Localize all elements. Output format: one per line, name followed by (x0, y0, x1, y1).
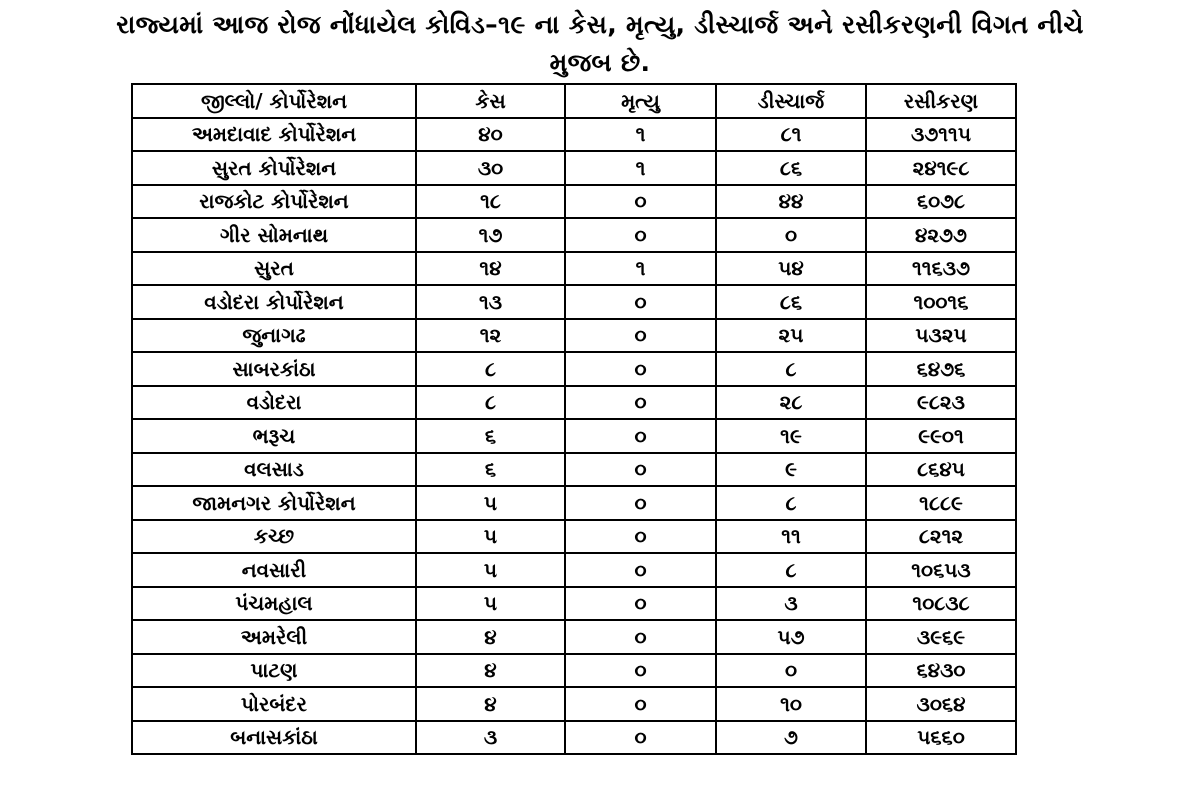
cell-vaccination: ૫૬૬૦ (866, 721, 1016, 755)
cell-deaths: ૧ (565, 151, 716, 185)
cell-cases: ૮ (416, 386, 565, 420)
cell-district: સુરત (132, 252, 416, 286)
cell-deaths: ૦ (565, 721, 716, 755)
cell-vaccination: ૧૦૮૩૮ (866, 587, 1016, 621)
cell-vaccination: ૫૩૨૫ (866, 319, 1016, 353)
cell-deaths: ૦ (565, 285, 716, 319)
cell-discharge: ૮ (716, 553, 866, 587)
table-row (132, 118, 1016, 152)
table-row (132, 218, 1016, 252)
cell-cases: ૫ (416, 587, 565, 621)
cell-district: વડોદરા (132, 386, 416, 420)
table-row (132, 386, 1016, 420)
cell-cases: ૧૭ (416, 218, 565, 252)
table-header-row (132, 84, 1016, 118)
table-row (132, 151, 1016, 185)
cell-cases: ૮ (416, 352, 565, 386)
cell-cases: ૬ (416, 453, 565, 487)
cell-cases: ૫ (416, 553, 565, 587)
cell-district: જુનાગઢ (132, 319, 416, 353)
table-body (132, 118, 1016, 755)
title-line-1: રાજ્યમાં આજ રોજ નોંધાયેલ કોવિડ–૧૯ ના કેસ, મૃત્યુ, ડીસ્ચાર્જ અને રસીકરણની વિગત નીચે (116, 10, 1084, 39)
cell-discharge: ૧૯ (716, 419, 866, 453)
table-row (132, 587, 1016, 621)
cell-district: પોરબંદર (132, 687, 416, 721)
table-row (132, 553, 1016, 587)
table-row (132, 285, 1016, 319)
cell-cases: ૪ (416, 654, 565, 688)
cell-deaths: ૦ (565, 352, 716, 386)
cell-vaccination: ૪૨૭૭ (866, 218, 1016, 252)
cell-discharge: ૩ (716, 587, 866, 621)
cell-discharge: ૯ (716, 453, 866, 487)
cell-cases: ૫ (416, 486, 565, 520)
cell-discharge: ૧૦ (716, 687, 866, 721)
cell-cases: ૧૩ (416, 285, 565, 319)
cell-cases: ૩ (416, 721, 565, 755)
cell-district: બનાસકાંઠા (132, 721, 416, 755)
cell-district: સાબરકાંઠા (132, 352, 416, 386)
header-cases: કેસ (416, 84, 565, 118)
cell-district: ગીર સોમનાથ (132, 218, 416, 252)
cell-vaccination: ૨૪૧૯૮ (866, 151, 1016, 185)
header-vaccination: રસીકરણ (866, 84, 1016, 118)
cell-district: અમદાવાદ કોર્પોરેશન (132, 118, 416, 152)
cell-discharge: ૮૬ (716, 151, 866, 185)
cell-cases: ૧૨ (416, 319, 565, 353)
cell-deaths: ૦ (565, 687, 716, 721)
cell-district: સુરત કોર્પોરેશન (132, 151, 416, 185)
cell-deaths: ૦ (565, 553, 716, 587)
cell-vaccination: ૮૨૧૨ (866, 520, 1016, 554)
table-row (132, 620, 1016, 654)
cell-cases: ૫ (416, 520, 565, 554)
cell-cases: ૧૪ (416, 252, 565, 286)
cell-discharge: ૦ (716, 218, 866, 252)
cell-vaccination: ૯૮૨૩ (866, 386, 1016, 420)
cell-discharge: ૮ (716, 352, 866, 386)
cell-district: રાજકોટ કોર્પોરેશન (132, 185, 416, 219)
cell-cases: ૪ (416, 620, 565, 654)
cell-vaccination: ૬૪૭૬ (866, 352, 1016, 386)
header-district: જીલ્લો/ કોર્પોરેશન (132, 84, 416, 118)
cell-deaths: ૦ (565, 520, 716, 554)
cell-discharge: ૮ (716, 486, 866, 520)
table-row (132, 453, 1016, 487)
table-row (132, 687, 1016, 721)
table-row (132, 352, 1016, 386)
cell-vaccination: ૩૦૬૪ (866, 687, 1016, 721)
cell-discharge: ૮૬ (716, 285, 866, 319)
cell-district: પાટણ (132, 654, 416, 688)
cell-discharge: ૮૧ (716, 118, 866, 152)
cell-deaths: ૧ (565, 118, 716, 152)
cell-cases: ૬ (416, 419, 565, 453)
cell-vaccination: ૯૯૦૧ (866, 419, 1016, 453)
cell-discharge: ૨૮ (716, 386, 866, 420)
cell-discharge: ૨૫ (716, 319, 866, 353)
cell-district: વડોદરા કોર્પોરેશન (132, 285, 416, 319)
cell-vaccination: ૧૧૬૩૭ (866, 252, 1016, 286)
cell-vaccination: ૩૭૧૧૫ (866, 118, 1016, 152)
cell-vaccination: ૬૦૭૮ (866, 185, 1016, 219)
table-row (132, 252, 1016, 286)
cell-deaths: ૧ (565, 252, 716, 286)
cell-discharge: ૦ (716, 654, 866, 688)
cell-vaccination: ૩૯૬૯ (866, 620, 1016, 654)
cell-deaths: ૦ (565, 319, 716, 353)
cell-district: અમરેલી (132, 620, 416, 654)
cell-deaths: ૦ (565, 587, 716, 621)
cell-discharge: ૪૪ (716, 185, 866, 219)
cell-deaths: ૦ (565, 620, 716, 654)
table-row (132, 419, 1016, 453)
cell-discharge: ૫૪ (716, 252, 866, 286)
page-title (0, 6, 1200, 82)
cell-deaths: ૦ (565, 486, 716, 520)
cell-vaccination: ૧૦૬૫૩ (866, 553, 1016, 587)
cell-district: નવસારી (132, 553, 416, 587)
cell-cases: ૩૦ (416, 151, 565, 185)
cell-deaths: ૦ (565, 654, 716, 688)
cell-vaccination: ૮૬૪૫ (866, 453, 1016, 487)
header-discharge: ડીસ્ચાર્જ (716, 84, 866, 118)
cell-district: ભરૂચ (132, 419, 416, 453)
cell-deaths: ૦ (565, 386, 716, 420)
cell-district: પંચમહાલ (132, 587, 416, 621)
title-line-2: મુજબ છે. (549, 48, 651, 77)
cell-deaths: ૦ (565, 218, 716, 252)
cell-cases: ૧૮ (416, 185, 565, 219)
cell-district: કચ્છ (132, 520, 416, 554)
table-row (132, 319, 1016, 353)
cell-discharge: ૭ (716, 721, 866, 755)
cell-cases: ૪૦ (416, 118, 565, 152)
cell-cases: ૪ (416, 687, 565, 721)
cell-vaccination: ૧૮૮૯ (866, 486, 1016, 520)
cell-deaths: ૦ (565, 419, 716, 453)
cell-deaths: ૦ (565, 453, 716, 487)
header-deaths: મૃત્યુ (565, 84, 716, 118)
cell-deaths: ૦ (565, 185, 716, 219)
cell-district: જામનગર કોર્પોરેશન (132, 486, 416, 520)
cell-district: વલસાડ (132, 453, 416, 487)
cell-discharge: ૫૭ (716, 620, 866, 654)
table-row (132, 486, 1016, 520)
table-row (132, 520, 1016, 554)
table-row (132, 654, 1016, 688)
cell-vaccination: ૬૪૩૦ (866, 654, 1016, 688)
covid-district-table (131, 83, 1017, 755)
cell-vaccination: ૧૦૦૧૬ (866, 285, 1016, 319)
table-row (132, 185, 1016, 219)
cell-discharge: ૧૧ (716, 520, 866, 554)
table-row (132, 721, 1016, 755)
